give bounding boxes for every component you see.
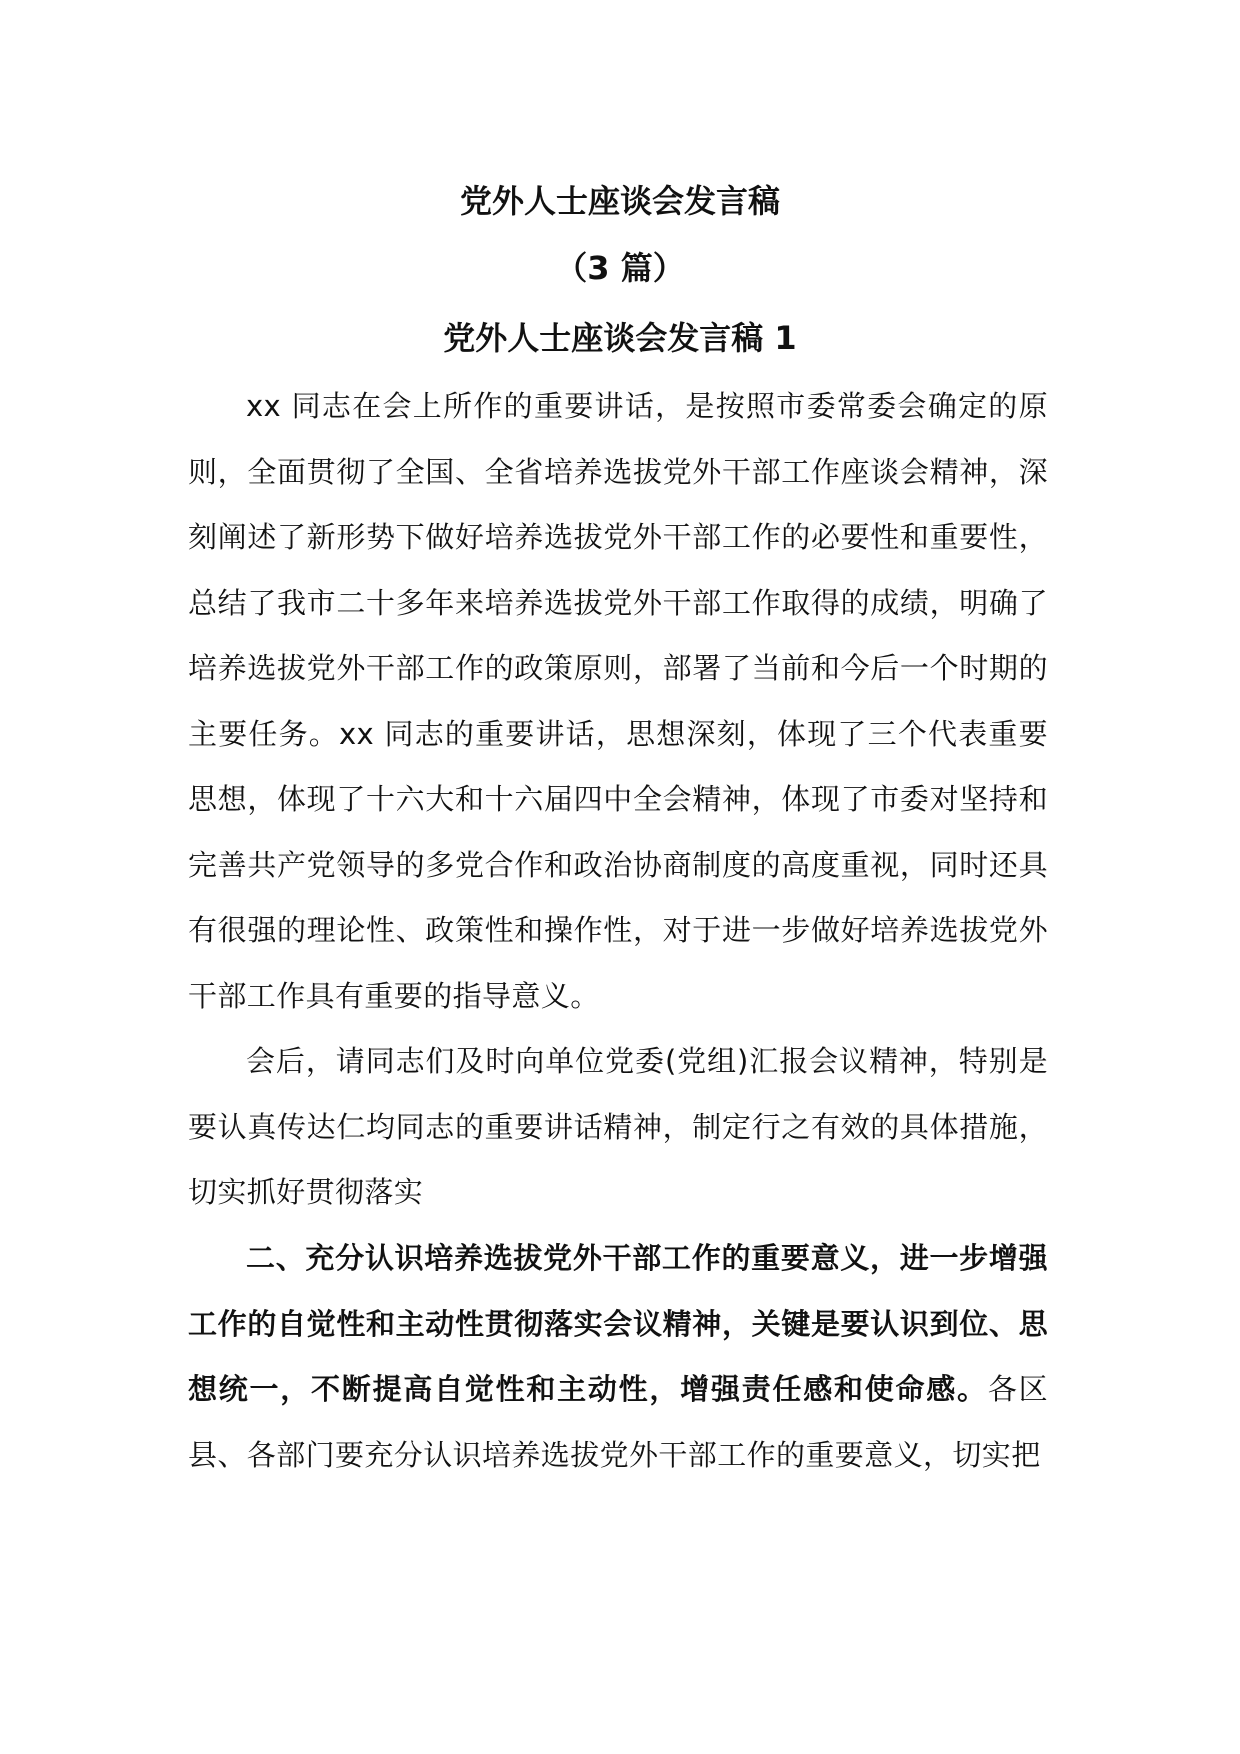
paragraph-2: 会后，请同志们及时向单位党委(党组)汇报会议精神，特别是要认真传达仁均同志的重要讲话精神，制定行之有效的具体措施，切实抓好贯彻落实 [188, 1044, 1048, 1209]
section-two-heading: 二、充分认识培养选拔党外干部工作的重要意义，进一步增强工作的自觉性和主动性贯彻落实会议精神，关键是要认识到位、思想统一，不断提高自觉性和主动性，增强责任感和使命感。 [188, 1241, 1048, 1406]
section-title: 党外人士座谈会发言稿 1 [443, 319, 797, 357]
paragraph-1: xx 同志在会上所作的重要讲话，是按照市委常委会确定的原则，全面贯彻了全国、全省培养选拔党外干部工作座谈会精神，深刻阐述了新形势下做好培养选拔党外干部工作的必要性和重要性，总结了我市二十多年来培养选拔党外干部工作取得的成绩，明确了培养选拔党外干部工作的政策原则，部署了当前和今后一个时期的主要任务。xx 同志的重要讲话，思想深刻，体现了三个代表重要思想，体现了十六大和十六届四中全会精神，体现了市委对坚持和完善共产党领导的多党合作和政治协商制度的高度重视，同时还具有很强的理论性、政策性和操作性，对于进一步做好培养选拔党外干部工作具有重要的指导意义。 [188, 389, 1048, 1013]
document-title: 党外人士座谈会发言稿 [459, 182, 780, 220]
document-subtitle: （3 篇） [555, 249, 685, 287]
section-two-paragraph [188, 1226, 1048, 1488]
section-two-text: 各区县、各部门要充分认识培养选拔党外干部工作的重要意义，切实把 [188, 1372, 1048, 1472]
